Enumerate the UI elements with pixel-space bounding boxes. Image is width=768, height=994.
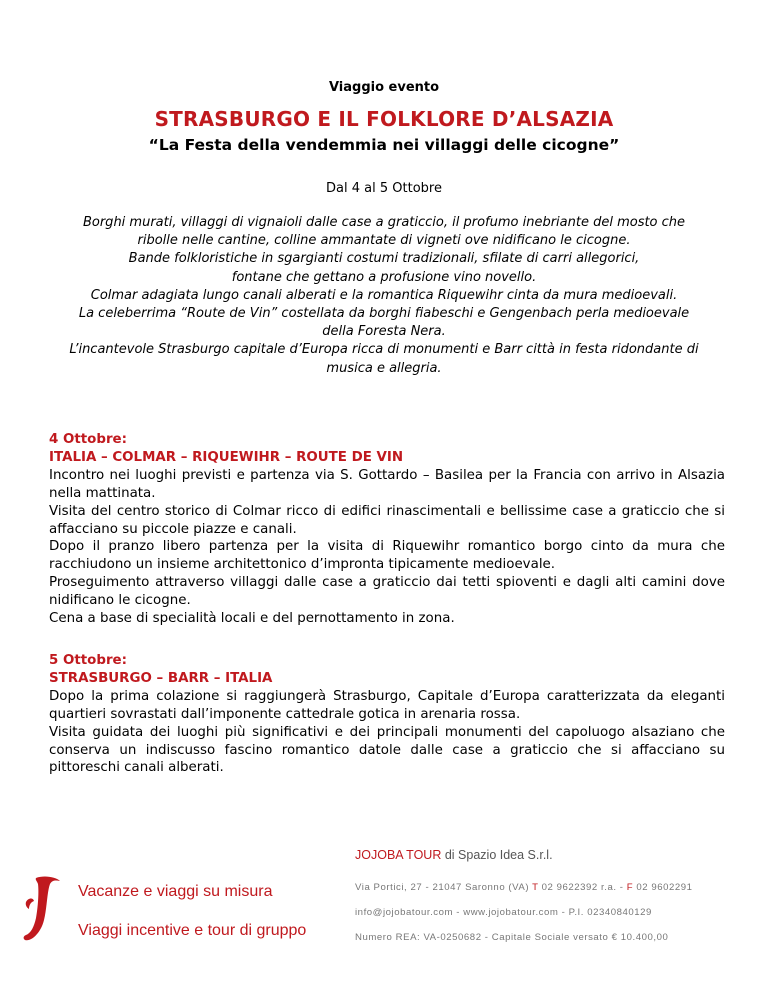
footer-tagline: Vacanze e viaggi su misura	[78, 883, 273, 900]
event-dates: Dal 4 al 5 Ottobre	[326, 181, 442, 196]
intro-line: fontane che gettano a profusione vino novello.	[231, 269, 537, 285]
intro-line: Colmar adagiata lungo canali alberati e la romantica Riquewihr cinta da mura medioevali.	[90, 287, 678, 303]
intro-line: La celeberrima “Route de Vin” costellata da borghi fiabeschi e Gengenbach perla medioevale	[78, 306, 690, 322]
fax-number: 02 9602291	[633, 882, 693, 893]
day-paragraph: Cena a base di specialità locali e del pernottamento in zona.	[49, 611, 455, 627]
day-paragraph: Proseguimento attraverso villaggi dalle case a graticcio dai tetti spioventi e dagli alti camini dove nidificano le cicogne.	[49, 575, 725, 609]
itinerary-day-2	[49, 652, 725, 777]
day-paragraph: Visita guidata dei luoghi più significativi e dei principali monumenti del capoluogo alsaziano che conserva un indiscusso fascino romantico datole dalle case a graticcio che si affacciano su pittoreschi canali alberati.	[49, 724, 725, 776]
jojoba-j-logo-icon	[22, 874, 64, 944]
footer-tagline: Viaggi incentive e tour di gruppo	[78, 922, 307, 939]
page-subtitle: “La Festa della vendemmia nei villaggi delle cicogne”	[148, 136, 620, 154]
day-paragraph: Dopo la prima colazione si raggiungerà Strasburgo, Capitale d’Europa caratterizzata da eleganti quartieri sovrastati dall’imponente cattedrale gotica in arenaria rossa.	[49, 688, 725, 722]
company-name: di Spazio Idea S.r.l.	[441, 848, 553, 862]
intro-line: Borghi murati, villaggi di vignaioli dalle case a graticcio, il profumo inebriante del mosto che	[82, 215, 686, 230]
phone-label: T	[532, 882, 539, 893]
intro-line: della Foresta Nera.	[322, 324, 446, 340]
day-paragraph: Dopo il pranzo libero partenza per la visita di Riquewihr romantico borgo cinto da mura che racchiudono un insieme architettonico d’impronta tipicamente medioevale.	[49, 539, 725, 573]
intro-line: Bande folkloristiche in sgargianti costumi tradizionali, sfilate di carri allegorici,	[128, 251, 640, 267]
footer-contacts: info@jojobatour.com - www.jojobatour.com - P.I. 02340840129	[355, 907, 652, 918]
day-route: STRASBURGO – BARR – ITALIA	[49, 670, 273, 686]
event-kicker: Viaggio evento	[328, 80, 440, 95]
day-route: ITALIA – COLMAR – RIQUEWIHR – ROUTE DE VIN	[49, 449, 404, 465]
day-paragraph: Visita del centro storico di Colmar ricco di edifici rinascimentali e bellissime case a graticcio che si affacciano su piccole piazze e canali.	[49, 503, 725, 537]
intro-line: musica e allegria.	[326, 360, 442, 376]
fax-label: F	[626, 882, 634, 893]
footer-address	[355, 882, 693, 893]
brand-name: JOJOBA TOUR	[355, 848, 442, 862]
intro-text	[30, 214, 738, 378]
intro-line: ribolle nelle cantine, colline ammantate di vigneti ove nidificano le cicogne.	[137, 233, 631, 249]
address-text: Via Portici, 27 - 21047 Saronno (VA)	[355, 882, 533, 893]
phone-number: 02 9622392 r.a. -	[538, 882, 627, 893]
day-paragraph: Incontro nei luoghi previsti e partenza via S. Gottardo – Basilea per la Francia con arrivo in Alsazia nella mattinata.	[49, 467, 725, 501]
itinerary-day-1	[49, 431, 725, 628]
intro-line: L’incantevole Strasburgo capitale d’Europa ricca di monumenti e Barr città in festa ridondante di	[69, 342, 699, 358]
footer-registration: Numero REA: VA-0250682 - Capitale Sociale versato € 10.400,00	[355, 932, 669, 943]
page-title: STRASBURGO E IL FOLKLORE D’ALSAZIA	[154, 107, 614, 131]
day-date: 5 Ottobre:	[49, 653, 127, 668]
day-date: 4 Ottobre:	[49, 432, 127, 447]
footer-company	[355, 848, 553, 862]
